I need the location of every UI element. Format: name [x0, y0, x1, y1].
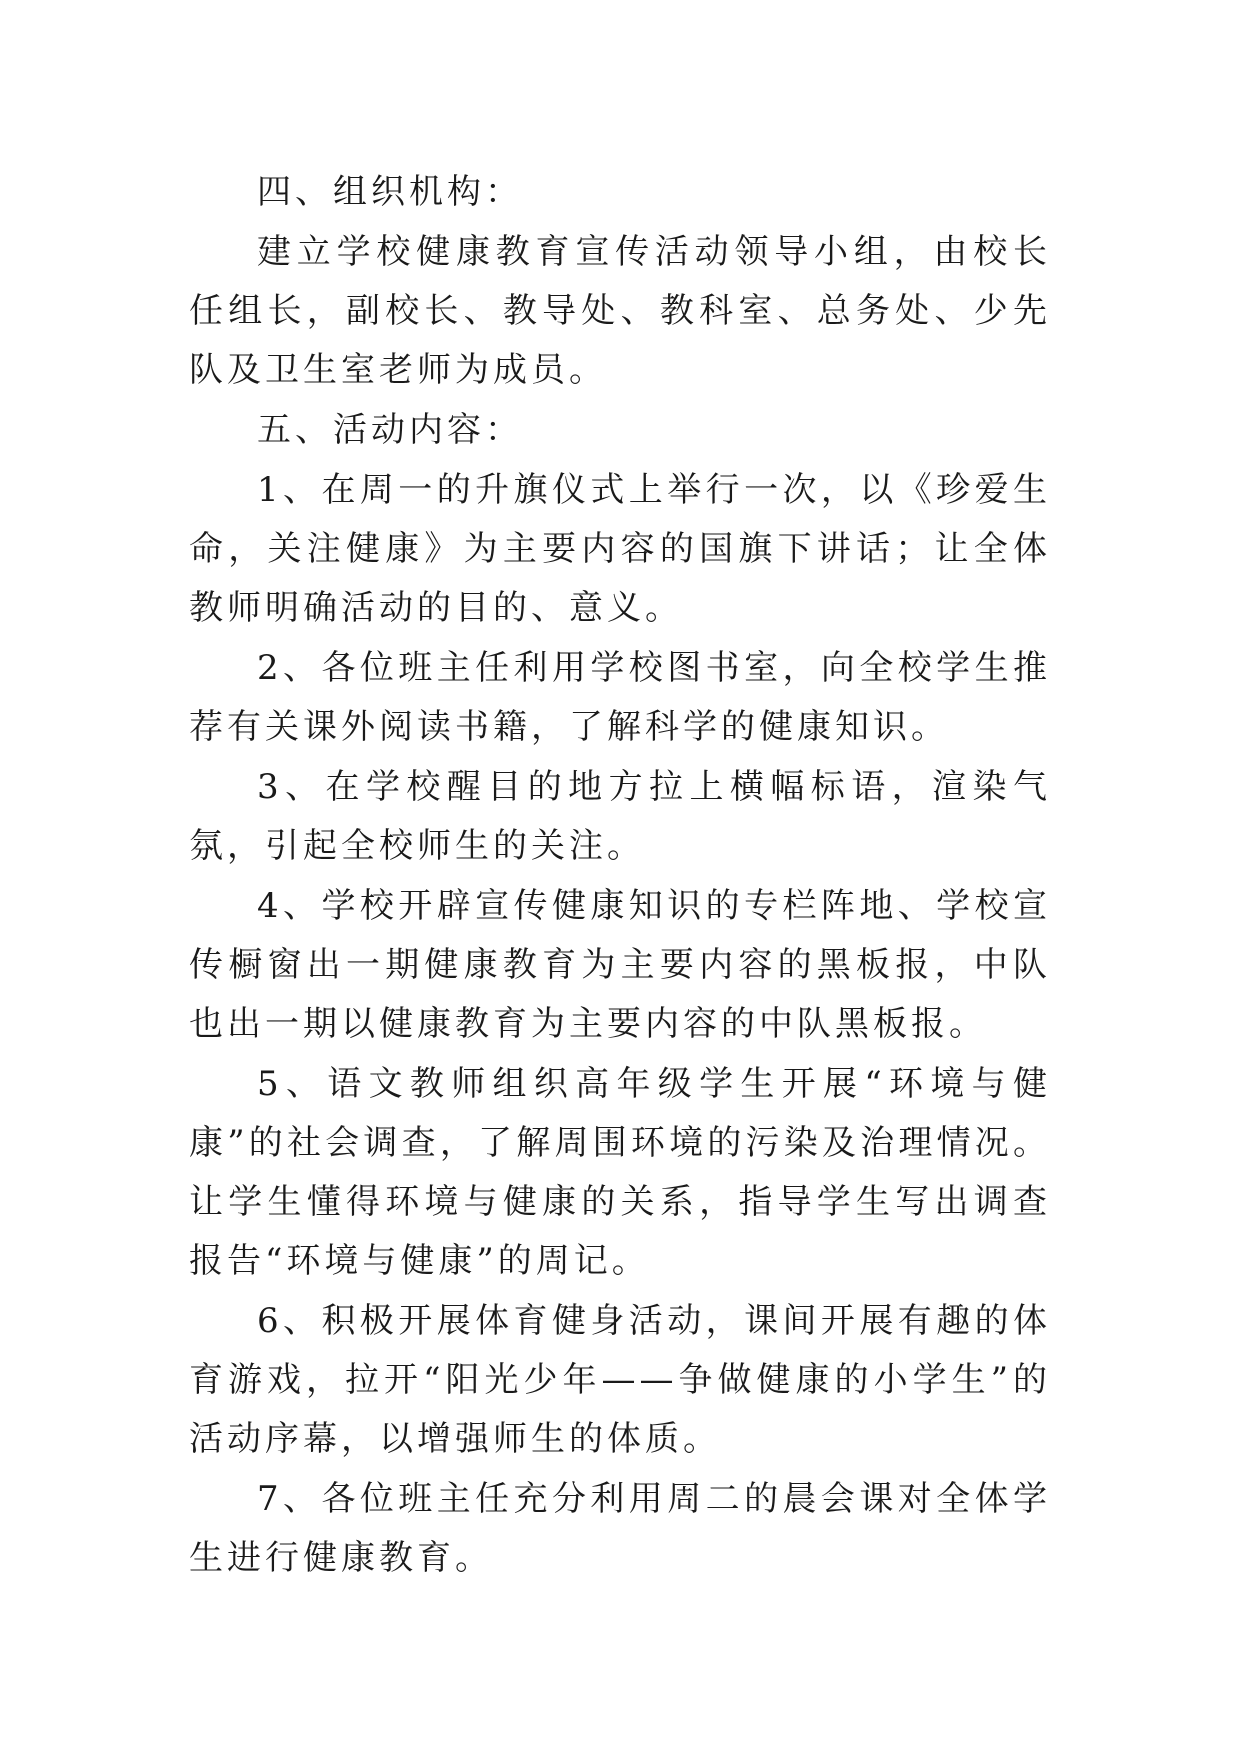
- section-heading-organization: 四、组织机构：: [257, 172, 523, 212]
- list-item-activity-3: 3、在学校醒目的地方拉上横幅标语，渲染气氛，引起全校师生的关注。: [189, 767, 1051, 866]
- section-heading-activities: 五、活动内容：: [257, 410, 523, 450]
- paragraph-organization: 建立学校健康教育宣传活动领导小组，由校长任组长，副校长、教导处、教科室、总务处、少先队及卫生室老师为成员。: [189, 232, 1051, 390]
- list-item-activity-5: 5、语文教师组织高年级学生开展“环境与健康”的社会调查，了解周围环境的污染及治理情况。让学生懂得环境与健康的关系，指导学生写出调查报告“环境与健康”的周记。: [189, 1064, 1051, 1281]
- list-item-activity-6: 6、积极开展体育健身活动，课间开展有趣的体育游戏，拉开“阳光少年——争做健康的小学生”的活动序幕，以增强师生的体质。: [189, 1301, 1051, 1459]
- document-body: [189, 163, 1051, 1589]
- list-item-activity-7: 7、各位班主任充分利用周二的晨会课对全体学生进行健康教育。: [189, 1479, 1051, 1578]
- list-item-activity-2: 2、各位班主任利用学校图书室，向全校学生推荐有关课外阅读书籍，了解科学的健康知识。: [189, 648, 1051, 747]
- list-item-activity-1: 1、在周一的升旗仪式上举行一次，以《珍爱生命，关注健康》为主要内容的国旗下讲话；让全体教师明确活动的目的、意义。: [189, 470, 1051, 628]
- list-item-activity-4: 4、学校开辟宣传健康知识的专栏阵地、学校宣传橱窗出一期健康教育为主要内容的黑板报，中队也出一期以健康教育为主要内容的中队黑板报。: [189, 886, 1051, 1044]
